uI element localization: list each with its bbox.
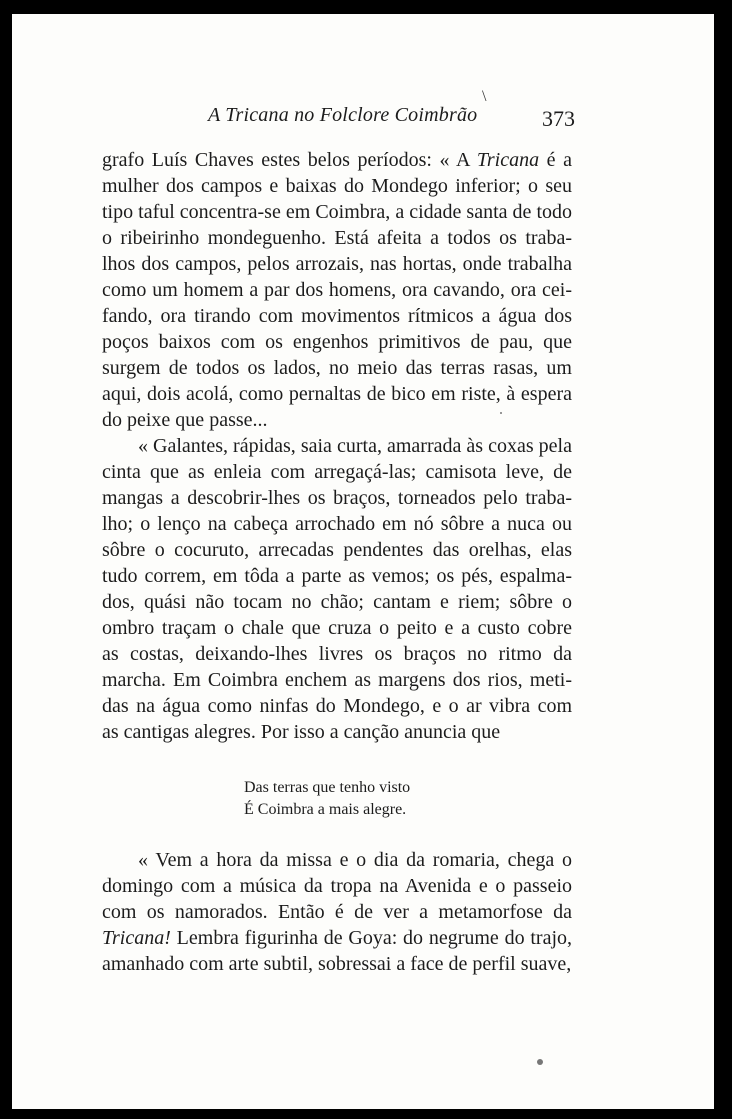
text-line: mulher dos campos e baixas do Mondego inferior; o seu — [102, 175, 572, 197]
running-head-title: A Tricana no Folclore Coimbrão — [208, 104, 478, 126]
book-page — [12, 14, 714, 1109]
text-line: domingo com a música da tropa na Avenida e o passeio — [102, 875, 572, 897]
text-line: poços baixos com os engenhos primitivos de pau, que — [102, 331, 572, 353]
text-line: aqui, dois acolá, como pernaltas de bico em riste, à espera — [102, 383, 572, 405]
print-speck — [537, 1059, 543, 1065]
text-line: fando, ora tirando com movimentos rítmicos a água dos — [102, 305, 572, 327]
text-line: tudo correm, em tôda a parte as vemos; os pés, espalma- — [102, 565, 572, 587]
text-line: como um homem a par dos homens, ora cavando, ora cei- — [102, 279, 572, 301]
text-line: surgem de todos os lados, no meio das terras rasas, um — [102, 357, 572, 379]
text-line: lho; o lenço na cabeça arrochado em nó sôbre a nuca ou — [102, 513, 572, 535]
text-line: marcha. Em Coimbra enchem as margens dos rios, meti- — [102, 669, 572, 691]
text-line: « Galantes, rápidas, saia curta, amarrada às coxas pela — [138, 435, 572, 457]
verse-line: É Coimbra a mais alegre. — [244, 801, 407, 818]
text-line: cinta que as enleia com arregaçá-las; camisota leve, de — [102, 461, 572, 483]
text-line: com os namorados. Então é de ver a metamorfose da — [102, 901, 572, 923]
text-line: sôbre o cocuruto, arrecadas pendentes das orelhas, elas — [102, 539, 572, 561]
text-line: « Vem a hora da missa e o dia da romaria, chega o — [138, 849, 572, 871]
text-line: tipo taful concentra-se em Coimbra, a cidade santa de todo — [102, 201, 572, 223]
text-line: lhos dos campos, pelos arrozais, nas hortas, onde trabalha — [102, 253, 572, 275]
margin-mark: \ — [482, 88, 487, 105]
text-line: o ribeirinho mondeguenho. Está afeita a todos os traba- — [102, 227, 572, 249]
print-speck — [500, 412, 502, 414]
text-line: amanhado com arte subtil, sobressai a face de perfil suave, — [102, 953, 572, 975]
text-line: mangas a descobrir-lhes os braços, torneados pelo traba- — [102, 487, 572, 509]
text-line: Tricana! Lembra figurinha de Goya: do negrume do trajo, — [102, 927, 572, 949]
text-line: as cantigas alegres. Por isso a canção anuncia que — [102, 721, 501, 743]
page-number: 373 — [542, 106, 575, 131]
verse-line: Das terras que tenho visto — [244, 779, 411, 796]
text-line: dos, quási não tocam no chão; cantam e riem; sôbre o — [102, 591, 572, 613]
text-line: ombro traçam o chale que cruza o peito e a custo cobre — [102, 617, 572, 639]
text-line: grafo Luís Chaves estes belos períodos: « A Tricana é a — [102, 149, 572, 171]
text-line: das na água como ninfas do Mondego, e o ar vibra com — [102, 695, 572, 717]
text-line: as costas, deixando-lhes livres os braços no ritmo da — [102, 643, 572, 665]
text-line: do peixe que passe... — [102, 409, 268, 431]
